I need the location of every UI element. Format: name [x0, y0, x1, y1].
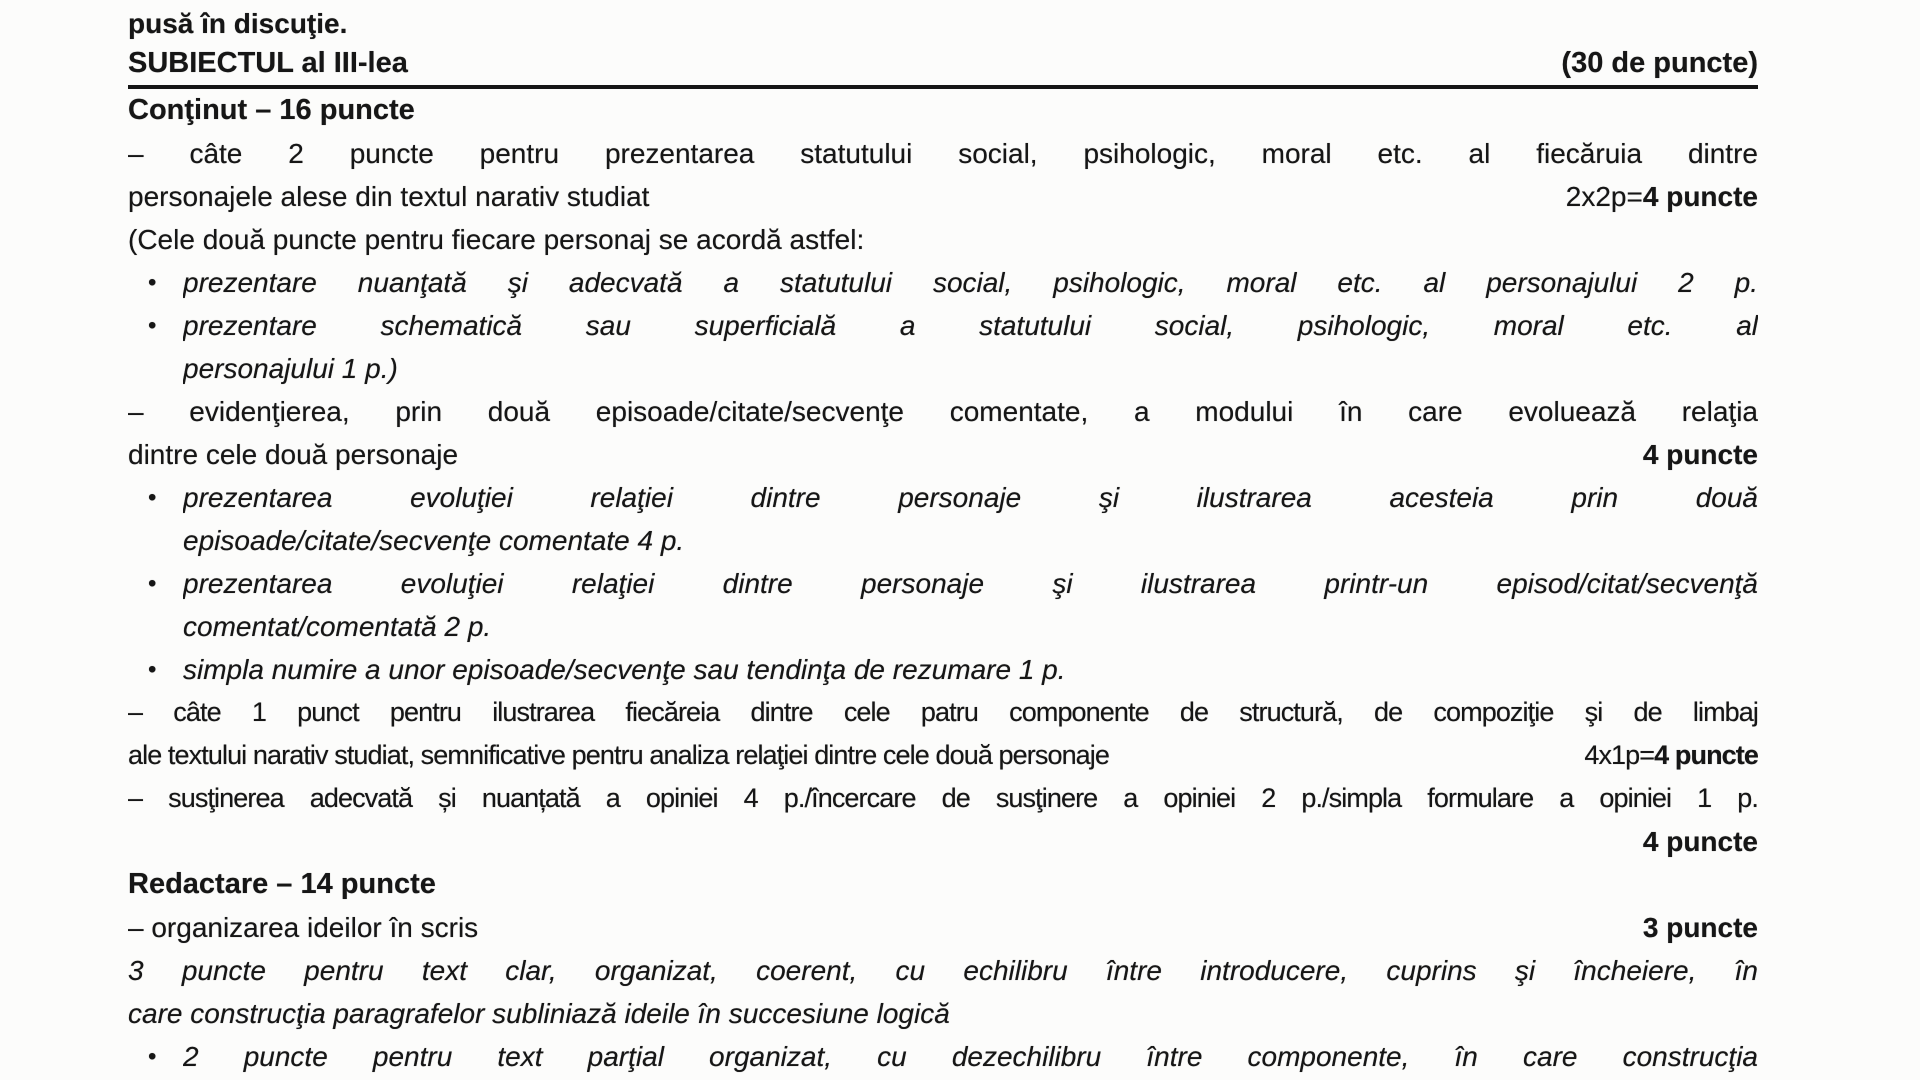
bullet-marker: • — [148, 570, 157, 597]
bullet-1-text: prezentare nuanţată şi adecvată a statutului social, psihologic, moral etc. al personajului 2 p. — [183, 267, 1758, 298]
criterion-1-line-1: – câte 2 puncte pentru prezentarea statutului social, psihologic, moral etc. al fiecăruia dintre — [128, 138, 1758, 169]
bullet-item — [128, 476, 1758, 562]
bullet-2-line-1: prezentare schematică sau superficială a statutului social, psihologic, moral etc. al — [183, 310, 1758, 341]
criterion-1-note: (Cele două puncte pentru fiecare personaj se acordă astfel: — [128, 224, 865, 255]
bullet-marker: • — [148, 484, 157, 511]
redactare-note-line-1: 3 puncte pentru text clar, organizat, coerent, cu echilibru între introducere, cuprins şi încheiere, în — [128, 955, 1758, 986]
criterion-2-text: dintre cele două personaje — [128, 439, 459, 470]
criterion-3-points — [1584, 734, 1758, 777]
bullet-content — [183, 304, 1758, 390]
criterion-4-text: – susţinerea adecvată și nuanțată a opiniei 4 p./încercare de susţinere a opiniei 2 p./simpla formulare a opiniei 1 p. — [128, 783, 1758, 813]
redactare-note-line-2: care construcţia paragrafelor subliniază ideile în succesiune logică — [128, 998, 950, 1029]
criterion-1-points — [1566, 175, 1758, 218]
criterion-2-line-2 — [128, 433, 1758, 476]
criterion-2-line-1: – evidenţierea, prin două episoade/citate/secvenţe comentate, a modului în care evoluează relaţia — [128, 396, 1758, 427]
bullet-item — [128, 1035, 1758, 1078]
bullet-content — [183, 648, 1758, 691]
subject-title: SUBIECTUL al III-lea — [128, 47, 408, 79]
bullet-4-line-2: comentat/comentată 2 p. — [183, 611, 492, 642]
bullet-marker: • — [148, 269, 157, 296]
points-value: 3 puncte — [1642, 912, 1758, 943]
criterion-3-line-1: – câte 1 punct pentru ilustrarea fiecăreia dintre cele patru componente de structură, de compoziţie şi de limbaj — [128, 697, 1758, 727]
redactare-bullet-1-text: 2 puncte pentru text parţial organizat, cu dezechilibru între componente, în care construcţia — [183, 1041, 1758, 1072]
bullet-marker: • — [148, 312, 157, 339]
redactare-criterion-1-text: – organizarea ideilor în scris — [128, 912, 479, 943]
bullet-content — [183, 261, 1758, 304]
bullet-5-text: simpla numire a unor episoade/secvenţe sau tendinţa de rezumare 1 p. — [183, 654, 1066, 685]
criterion-1-line-2 — [128, 175, 1758, 218]
criterion-3-text: ale textului narativ studiat, semnificative pentru analiza relaţiei dintre cele două personaje — [128, 740, 1110, 770]
intro-line: pusă în discuţie. — [128, 8, 348, 39]
redactare-heading: Redactare – 14 puncte — [128, 868, 436, 900]
points-formula: 4x1p= — [1584, 740, 1655, 770]
criterion-4-points: 4 puncte — [1642, 826, 1758, 857]
bullet-item — [128, 562, 1758, 648]
bullet-marker: • — [148, 656, 157, 683]
bullet-4-line-1: prezentarea evoluţiei relaţiei dintre personaje şi ilustrarea printr-un episod/citat/secvenţă — [183, 568, 1758, 599]
bullet-3-line-1: prezentarea evoluţiei relaţiei dintre personaje şi ilustrarea acesteia prin două — [183, 482, 1758, 513]
bullet-content — [183, 476, 1758, 562]
subject-header — [128, 45, 1758, 89]
bullet-item — [128, 304, 1758, 390]
redactare-criterion-1 — [128, 906, 1758, 949]
points-value: 4 puncte — [1642, 439, 1758, 470]
subject-points: (30 de puncte) — [1561, 47, 1758, 79]
bullet-item — [128, 648, 1758, 691]
criterion-1-text: personajele alese din textul narativ studiat — [128, 181, 650, 212]
bullet-3-line-2: episoade/citate/secvenţe comentate 4 p. — [183, 525, 685, 556]
document-body — [128, 2, 1758, 1078]
bullet-2-line-2: personajului 1 p.) — [183, 353, 398, 384]
continut-heading: Conţinut – 16 puncte — [128, 94, 415, 126]
points-formula: 2x2p= — [1565, 181, 1643, 212]
points-value: 4 puncte — [1654, 740, 1758, 770]
criterion-3-line-2 — [128, 734, 1758, 777]
points-value: 4 puncte — [1642, 181, 1758, 212]
bullet-marker: • — [148, 1043, 157, 1070]
bullet-item — [128, 261, 1758, 304]
bullet-content — [183, 1035, 1758, 1078]
bullet-content — [183, 562, 1758, 648]
